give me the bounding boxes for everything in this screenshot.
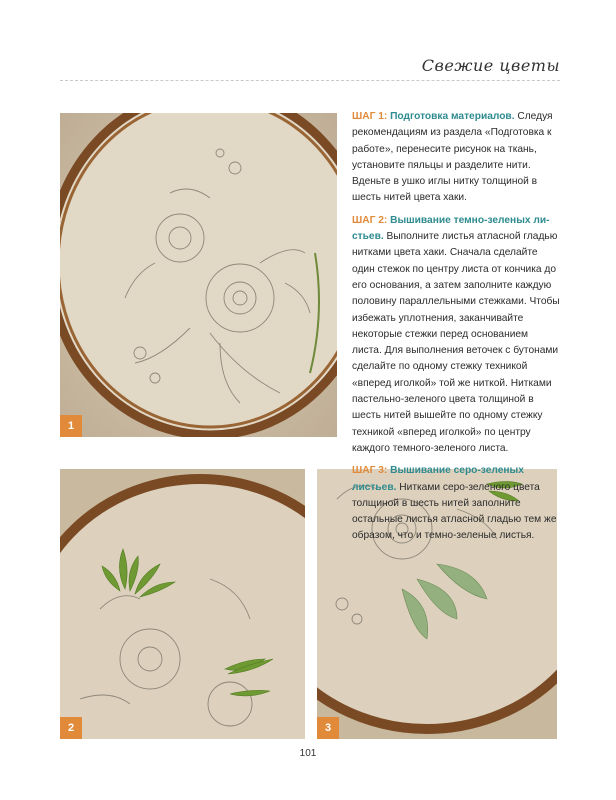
- step-3-paragraph: [352, 463, 560, 544]
- header-divider: [60, 80, 560, 81]
- step-3-title: Вышивание серо-зеленых листьев.: [352, 465, 524, 493]
- step-1-title: Подготовка материалов.: [390, 111, 515, 122]
- step-3-label: ШАГ 3:: [352, 465, 388, 477]
- hoop-dark-leaves-image: [60, 469, 305, 739]
- step-2-photo: [60, 469, 305, 739]
- step-1-heading: [352, 111, 515, 122]
- step-badge: 3: [317, 717, 339, 739]
- step-1-label: ШАГ 1:: [352, 111, 388, 122]
- hoop-sketch-image: [60, 113, 337, 437]
- step-2-body: Выполните листья атласной гладью нитками цвета хаки. Сначала сделайте один стежок по центру листа от кончика до его основания, а затем заполните каждую половину параллельными стежками. Чтобы избежать уплотнения, заканчивайте некоторые стежки перед основанием листа. Для выполнения веточек с бутонами сделайте по одному стежку техникой «вперед иголкой» той же ниткой. Нитками пастельно-зеленого цвета толщиной в шесть нитей вышейте по одному стежку техникой «вперед иголкой» по центру каждого темного-зеленого листа.: [352, 231, 560, 454]
- page-number: 101: [299, 748, 317, 759]
- step-2-label: ШАГ 2:: [352, 214, 388, 226]
- step-1-body: Следуя рекомендациям из раздела «Подготовка к работе», перенесите рисунок на ткань, установите пяльцы и разделите нити. Вденьте в ушко иглы нитку толщиной в шесть нитей цвета хаки.: [352, 111, 553, 204]
- step-badge: 1: [60, 415, 82, 437]
- step-2-title: Вышивание темно-зеленых листьев.: [352, 214, 550, 243]
- step-3-body: Нитками серо-зеленого цвета толщиной в шесть нитей заполните остальные листья атласной гладью тем же образом, что и темно-зеленые листья.: [352, 481, 557, 542]
- step-1-paragraph: [352, 109, 560, 207]
- chapter-title: Свежие цветы: [421, 56, 560, 75]
- instructions-column: [352, 109, 560, 551]
- step-1-photo: [60, 113, 337, 437]
- step-badge: 2: [60, 717, 82, 739]
- step-2-paragraph: [352, 213, 560, 457]
